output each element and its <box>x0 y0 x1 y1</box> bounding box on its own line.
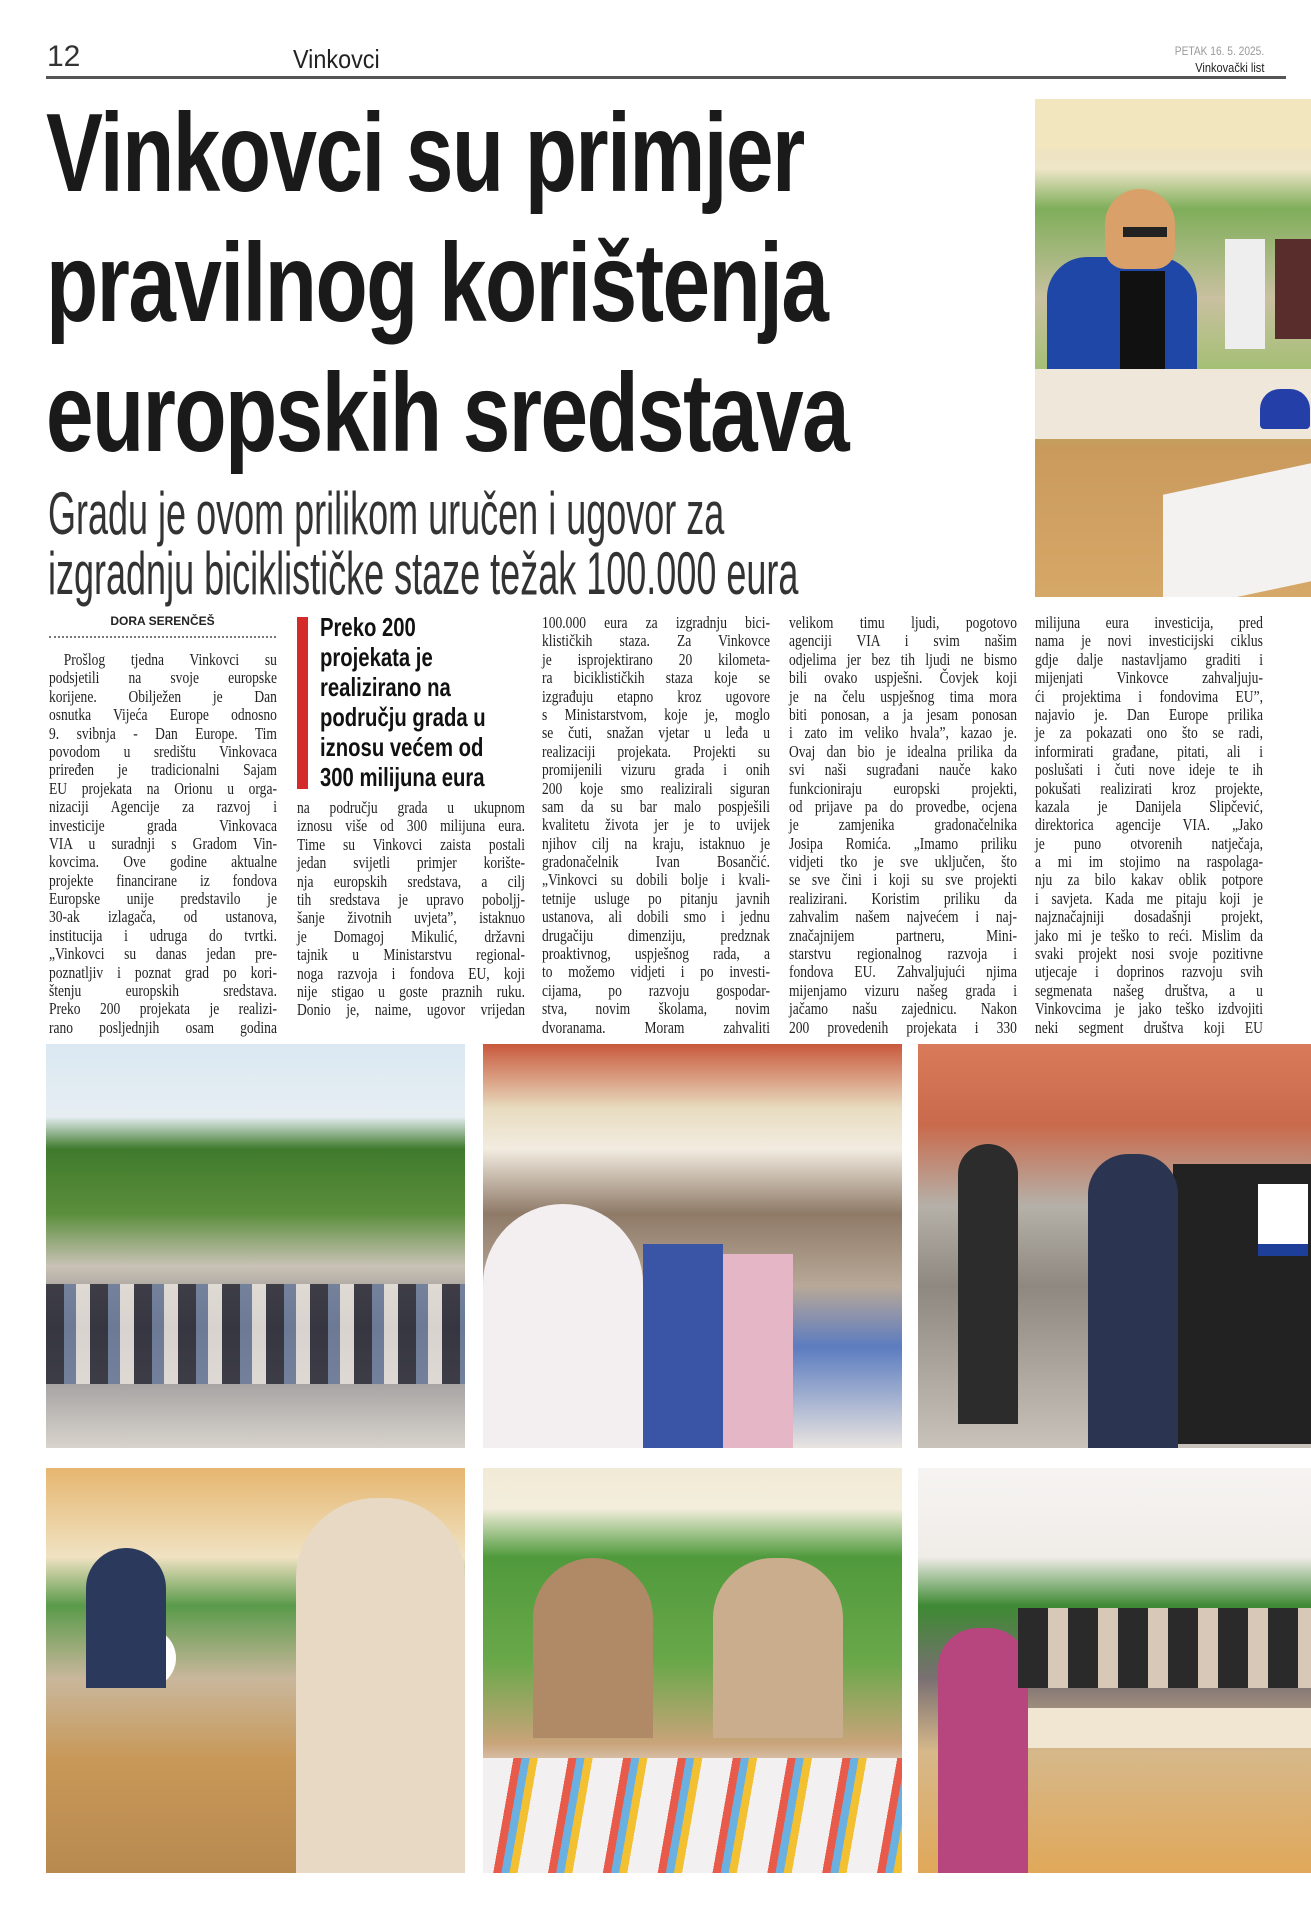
article-text-line: korijene. Obilježen je Dan <box>49 686 277 706</box>
article-text-line: ra biciklističkih staza koje se <box>542 668 770 688</box>
article-text-line: pokušati realizirati kroz projekte, <box>1035 778 1263 798</box>
pull-quote-bar <box>297 617 308 789</box>
article-text-line: milijuna eura investicija, pred <box>1035 613 1263 632</box>
article-text-line: s Ministarstvom, koje je, moglo <box>542 704 770 724</box>
article-column-1 <box>49 651 277 1037</box>
article-text-line: Time su Vinkovci zaista postali <box>297 834 525 854</box>
pull-quote-line: 300 milijuna eura <box>320 762 485 792</box>
article-text-line: VIA u suradnji s Gradom Vin- <box>49 833 277 853</box>
article-text-line: šanje životnih uvjeta”, istaknuo <box>297 908 525 928</box>
photo-group-at-food-stand <box>918 1468 1311 1873</box>
article-column-3 <box>542 614 770 1037</box>
article-text-line: tajnik u Ministarstvu regional- <box>297 945 525 965</box>
article-text-line: to možemo vidjeti i po investi- <box>542 962 770 982</box>
article-text-line: starstvu regionalnog razvoja i <box>789 944 1017 964</box>
article-text-line: je na čelu uspješnog tima mora <box>789 686 1017 706</box>
pull-quote-line: realizirano na <box>320 672 451 702</box>
article-text-line: poslušati i čuti nove ideje te ih <box>1035 760 1263 780</box>
article-text-line: kvalitetu života jer je to uvijek <box>542 815 770 835</box>
article-text-line: ustanova, ali dobili smo i jednu <box>542 907 770 927</box>
article-text-line: je puno otvorenih natječaja, <box>1035 833 1263 853</box>
article-column-4 <box>789 614 1017 1037</box>
article-text-line: je Domagoj Mikulić, državni <box>297 926 525 946</box>
article-text-line: poznatljiv i poznat grad po kori- <box>49 962 277 982</box>
article-text-line: informirati građane, pitati, ali i <box>1035 741 1263 761</box>
article-text-line: dvoranama. Moram zahvaliti <box>542 1017 770 1037</box>
issue-date: PETAK 16. 5. 2025. <box>1174 44 1264 58</box>
article-text-line: nama je novi investicijski ciklus <box>1035 631 1263 651</box>
article-text-line: mijenjamo vizuru našeg grada i <box>789 980 1017 1000</box>
byline-divider <box>49 636 276 638</box>
article-text-line: Prošlog tjedna Vinkovci su <box>63 650 277 669</box>
photo-children-at-stands <box>483 1044 902 1448</box>
article-text-line: na području grada u ukupnom <box>297 798 525 817</box>
article-text-line: štenju europskih sredstava. <box>49 981 277 1001</box>
article-text-line: svi naši sugrađani nauče kako <box>789 760 1017 780</box>
article-text-line: sam da su bar malo pospješili <box>542 796 770 816</box>
article-text-line: a mi im stojimo na raspolaga- <box>1035 852 1263 872</box>
pull-quote-line: projekata je <box>320 642 433 672</box>
article-text-line: cijama, po razvoju gospodar- <box>542 980 770 1000</box>
article-text-line: gdje dalje nastavljamo graditi i <box>1035 649 1263 669</box>
article-text-line: klističkih staza. Za Vinkovce <box>542 631 770 651</box>
article-text-line: od prijave pa do provedbe, ocjena <box>789 796 1017 816</box>
article-text-line: rano posljednjih osam godina <box>49 1017 277 1037</box>
article-text-line: Ovaj dan bio je idealna prilika da <box>789 741 1017 761</box>
article-text-line: je za pokazati ono što se radi, <box>1035 723 1263 743</box>
headline-line: pravilnog korištenja <box>46 221 828 345</box>
article-text-line: zahvalim našem najvećem i naj- <box>789 907 1017 927</box>
article-text-line: se sve čini i koji su sve projekti <box>789 870 1017 890</box>
article-text-line: jako mi je teško to reći. Mislim da <box>1035 925 1263 945</box>
article-text-line: tih sredstava je upravo poboljj- <box>297 889 525 909</box>
article-text-line: Donio je, naime, ugovor vrijedan <box>297 1000 525 1020</box>
article-text-line: EU projekata na Orionu u orga- <box>49 778 277 798</box>
article-text-line: institucija i udruga do tvrtki. <box>49 925 277 945</box>
article-text-line: biti ponosan, a ja jesam ponosan <box>789 704 1017 724</box>
article-text-line: kovcima. Ove godine aktualne <box>49 852 277 872</box>
article-text-line: projekte financirane iz fondova <box>49 870 277 890</box>
article-text-line: „Vinkovci su dobili bolje i kvali- <box>542 870 770 890</box>
photo-audience-in-park <box>46 1044 465 1448</box>
subheadline <box>48 480 799 607</box>
byline: DORA SERENČEŠ <box>110 614 215 628</box>
pull-quote-line: području grada u <box>320 702 486 732</box>
article-text-line: Europske unije predstavilo je <box>49 889 277 909</box>
subheadline-line: izgradnju biciklističke staze težak 100.000 eura <box>48 540 799 607</box>
article-text-line: mijenjati Vinkovce zahvaljuju- <box>1035 668 1263 688</box>
article-text-line: i savjeta. Kada me pitaju koji je <box>1035 888 1263 908</box>
article-text-line: ći projektima i fondovima EU”, <box>1035 686 1263 706</box>
article-text-line: je isprojektirano 20 kilometa- <box>542 649 770 669</box>
article-text-line: Preko 200 projekata je realizi- <box>49 999 277 1019</box>
article-text-line: realizirani. Koristim priliku da <box>789 888 1017 908</box>
article-text-line: neki segment društva koji EU <box>1035 1017 1263 1037</box>
article-text-line: osnutka Vijeća Europe odnosno <box>49 705 277 725</box>
article-text-line: realizaciji projekata. Projekti su <box>542 741 770 761</box>
pull-quote <box>320 612 523 792</box>
article-text-line: proaktivnog, uspješnog rada, a <box>542 944 770 964</box>
article-text-line: odjelima jer bez tih ljudi ne bismo <box>789 649 1017 669</box>
article-text-line: direktorica agencije VIA. „Jako <box>1035 815 1263 835</box>
article-text-line: investicije grada Vinkovaca <box>49 815 277 835</box>
article-text-line: 100.000 eura za izgradnju bici- <box>542 613 770 632</box>
article-text-line: iznosu više od 300 milijuna eura. <box>297 816 525 836</box>
article-text-line: 30-ak izlagača, od ustanova, <box>49 907 277 927</box>
article-text-line: fondova EU. Zahvaljujući njima <box>789 962 1017 982</box>
article-text-line: Josipa Romića. „Imamo priliku <box>789 833 1017 853</box>
photo-stand-with-balloons <box>46 1468 465 1873</box>
article-text-line: noga razvoja i fondova EU, koji <box>297 963 525 983</box>
article-text-line: 200 koje smo realizirali siguran <box>542 778 770 798</box>
headline <box>46 88 1047 478</box>
article-text-line: promijenili vizuru grada i onih <box>542 760 770 780</box>
article-text-line: nije stigao u goste praznih ruku. <box>297 981 525 1001</box>
article-text-line: bili ovako uspješni. Čovjek koji <box>789 668 1017 688</box>
article-text-line: agenciji VIA i svim našim <box>789 631 1017 651</box>
article-text-line: povodom u središtu Vinkovaca <box>49 741 277 761</box>
article-text-line: izgrađuju etapno kroz ugovore <box>542 686 770 706</box>
article-column-2 <box>297 799 525 1020</box>
article-text-line: je zamjenika gradonačelnika <box>789 815 1017 835</box>
pull-quote-line: Preko 200 <box>320 612 416 642</box>
article-text-line: nizaciji Agencije za razvoj i <box>49 797 277 817</box>
article-text-line: 9. svibnja - Dan Europe. Tim <box>49 723 277 743</box>
article-text-line: jačamo našu zajednicu. Nakon <box>789 999 1017 1019</box>
publication-name: Vinkovački list <box>1194 60 1264 75</box>
article-text-line: vidjeti tko je sve uključen, što <box>789 852 1017 872</box>
pull-quote-line: iznosu većem od <box>320 732 484 762</box>
article-text-line: nju za bilo kakav oblik potpore <box>1035 870 1263 890</box>
subheadline-line: Gradu je ovom prilikom uručen i ugovor za <box>48 480 725 547</box>
article-column-5 <box>1035 614 1263 1037</box>
article-text-line: „Vinkovci su danas jedan pre- <box>49 944 277 964</box>
headline-line: europskih sredstava <box>46 351 849 475</box>
headline-line: Vinkovci su primjer <box>46 91 804 215</box>
header-rule <box>46 76 1286 79</box>
article-text-line: gradonačelnik Ivan Bosančić. <box>542 852 770 872</box>
article-text-line: svaki projekt nosi svoje pozitivne <box>1035 944 1263 964</box>
photo-man-at-flag-board <box>918 1044 1311 1448</box>
article-text-line: podsjetili na svoje europske <box>49 668 277 688</box>
article-text-line: segmenata našeg društva, a u <box>1035 980 1263 1000</box>
section-title: Vinkovci <box>293 44 380 74</box>
article-text-line: nja europskih sredstava, a cilj <box>297 871 525 891</box>
page-number: 12 <box>47 40 81 73</box>
article-text-line: i zato im veliko hvala”, kazao je. <box>789 723 1017 743</box>
article-text-line: velikom timu ljudi, pogotovo <box>789 613 1017 632</box>
article-text-line: priređen je tradicionalni Sajam <box>49 760 277 780</box>
article-text-line: njihov cilj na kraju, istaknuo je <box>542 833 770 853</box>
photo-two-women-at-stem-stand <box>483 1468 902 1873</box>
article-text-line: značajnijem partneru, Mini- <box>789 925 1017 945</box>
article-text-line: tetnije usluge po pitanju javnih <box>542 888 770 908</box>
article-text-line: utjecaje i doprinos razvoju svih <box>1035 962 1263 982</box>
article-text-line: Vinkovcima je jako teško izdvojiti <box>1035 999 1263 1019</box>
article-text-line: 200 provedenih projekata i 330 <box>789 1017 1017 1037</box>
article-text-line: funkcioniraju europski projekti, <box>789 778 1017 798</box>
article-text-line: se čuti, snažan vjetar u leđa u <box>542 723 770 743</box>
article-text-line: najznačajniji dosadašnji projekt, <box>1035 907 1263 927</box>
article-text-line: stva, novim školama, novim <box>542 999 770 1019</box>
article-text-line: jedan svijetli primjer korište- <box>297 853 525 873</box>
photo-woman-at-via-stand <box>1035 99 1311 597</box>
article-text-line: kazala je Danijela Slipčević, <box>1035 796 1263 816</box>
article-text-line: najavio je. Dan Europe prilika <box>1035 704 1263 724</box>
article-text-line: drugačiju dimenziju, predznak <box>542 925 770 945</box>
